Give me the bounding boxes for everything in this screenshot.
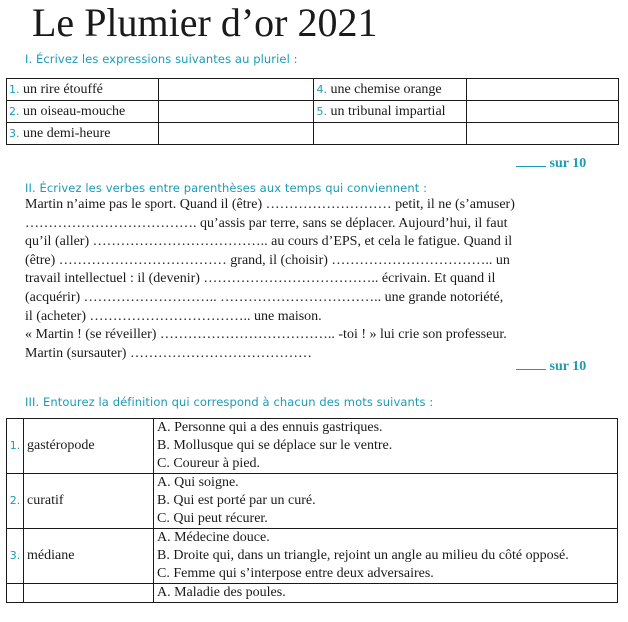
- plural-table: [6, 78, 619, 145]
- expression-cell: [314, 79, 466, 101]
- definition-option[interactable]: A. Personne qui a des ennuis gastriques.: [157, 420, 383, 435]
- section2-score: [516, 359, 586, 375]
- verb-text-line: Martin n’aime pas le sport. Quand il (être) ……………………… petit, il ne (s’amuser): [25, 197, 515, 212]
- definition-row: [7, 529, 618, 584]
- definitions-cell: [154, 584, 618, 603]
- expression-cell: [7, 123, 159, 145]
- section3-heading: III. Entourez la définition qui correspond à chacun des mots suivants :: [25, 395, 434, 409]
- definition-row: [7, 584, 618, 603]
- word-cell: médiane: [24, 529, 154, 584]
- expression-cell: [7, 101, 159, 123]
- verb-text-line: (être) ……………………………… grand, il (choisir) …………………………….. un: [25, 252, 510, 268]
- verb-text-line: travail intellectuel : il (devenir) ……………………………….. écrivain. Et quand il: [25, 271, 496, 287]
- definitions-cell: [154, 474, 618, 529]
- definition-option[interactable]: B. Qui est porté par un curé.: [157, 493, 316, 508]
- score-label: sur 10: [549, 156, 587, 171]
- definition-option[interactable]: B. Mollusque qui se déplace sur le ventre.: [157, 438, 393, 453]
- definition-row: [7, 419, 618, 474]
- definition-table-body: [7, 419, 618, 603]
- definitions-cell: [154, 529, 618, 584]
- score-blank[interactable]: [516, 156, 546, 167]
- verb-text-line: il (acheter) …………………………….. une maison.: [25, 308, 322, 324]
- verb-text-line: (acquérir) ……………………….. …………………………….. une grande notoriété,: [25, 290, 504, 305]
- verb-text-line: Martin (sursauter) …………………………………: [25, 345, 312, 361]
- verb-text-line: ………………………………. qu’assis par terre, sans se déplacer. Aujourd’hui, il faut: [25, 215, 508, 231]
- answer-cell[interactable]: [159, 123, 314, 145]
- definition-option[interactable]: A. Maladie des poules.: [157, 585, 286, 600]
- plural-row: [7, 123, 619, 145]
- definition-option[interactable]: A. Qui soigne.: [157, 475, 239, 490]
- item-number: 3.: [9, 549, 21, 562]
- item-number: 2.: [9, 494, 21, 507]
- definition-row: [7, 474, 618, 529]
- plural-row: [7, 101, 619, 123]
- word-number-cell: [7, 474, 24, 529]
- item-number: 5.: [316, 104, 327, 118]
- expression-cell: [314, 123, 466, 145]
- section1-score: [516, 156, 586, 172]
- expression-text: une chemise orange: [330, 81, 442, 97]
- item-number: 2.: [9, 104, 20, 118]
- expression-text: une demi-heure: [23, 125, 111, 141]
- definition-option[interactable]: C. Coureur à pied.: [157, 456, 261, 471]
- section1-heading: I. Écrivez les expressions suivantes au pluriel :: [25, 52, 298, 66]
- answer-cell[interactable]: [466, 79, 618, 101]
- plural-row: [7, 79, 619, 101]
- score-blank[interactable]: [516, 359, 546, 370]
- word-cell: [24, 584, 154, 603]
- definition-option[interactable]: C. Femme qui s’interpose entre deux adversaires.: [157, 566, 434, 581]
- definition-table: [6, 418, 618, 603]
- answer-cell[interactable]: [159, 79, 314, 101]
- word-number-cell: [7, 529, 24, 584]
- verb-text-line: qu’il (aller) ……………………………….. au cours d’EPS, et cela le fatigue. Quand il: [25, 234, 513, 250]
- item-number: 3.: [9, 126, 20, 140]
- page-title: Le Plumier d’or 2021: [32, 0, 378, 45]
- item-number: 1.: [9, 439, 21, 452]
- definitions-cell: [154, 419, 618, 474]
- plural-table-body: [7, 79, 619, 145]
- verb-text-line: « Martin ! (se réveiller) ……………………………….. -toi ! » lui crie son professeur.: [25, 327, 507, 343]
- answer-cell[interactable]: [466, 123, 618, 145]
- definition-option[interactable]: B. Droite qui, dans un triangle, rejoint un angle au milieu du côté opposé.: [157, 548, 569, 563]
- item-number: 4.: [316, 82, 327, 96]
- word-number-cell: [7, 584, 24, 603]
- definition-option[interactable]: C. Qui peut récurer.: [157, 511, 268, 526]
- expression-text: un tribunal impartial: [330, 103, 446, 119]
- expression-text: un oiseau-mouche: [23, 103, 126, 119]
- section2-heading: II. Écrivez les verbes entre parenthèses aux temps qui conviennent :: [25, 181, 428, 195]
- word-number-cell: [7, 419, 24, 474]
- score-label: sur 10: [549, 359, 587, 374]
- expression-text: un rire étouffé: [23, 81, 103, 97]
- answer-cell[interactable]: [159, 101, 314, 123]
- definition-option[interactable]: A. Médecine douce.: [157, 530, 270, 545]
- expression-cell: [314, 101, 466, 123]
- expression-cell: [7, 79, 159, 101]
- answer-cell[interactable]: [466, 101, 618, 123]
- item-number: 1.: [9, 82, 20, 96]
- word-cell: curatif: [24, 474, 154, 529]
- word-cell: gastéropode: [24, 419, 154, 474]
